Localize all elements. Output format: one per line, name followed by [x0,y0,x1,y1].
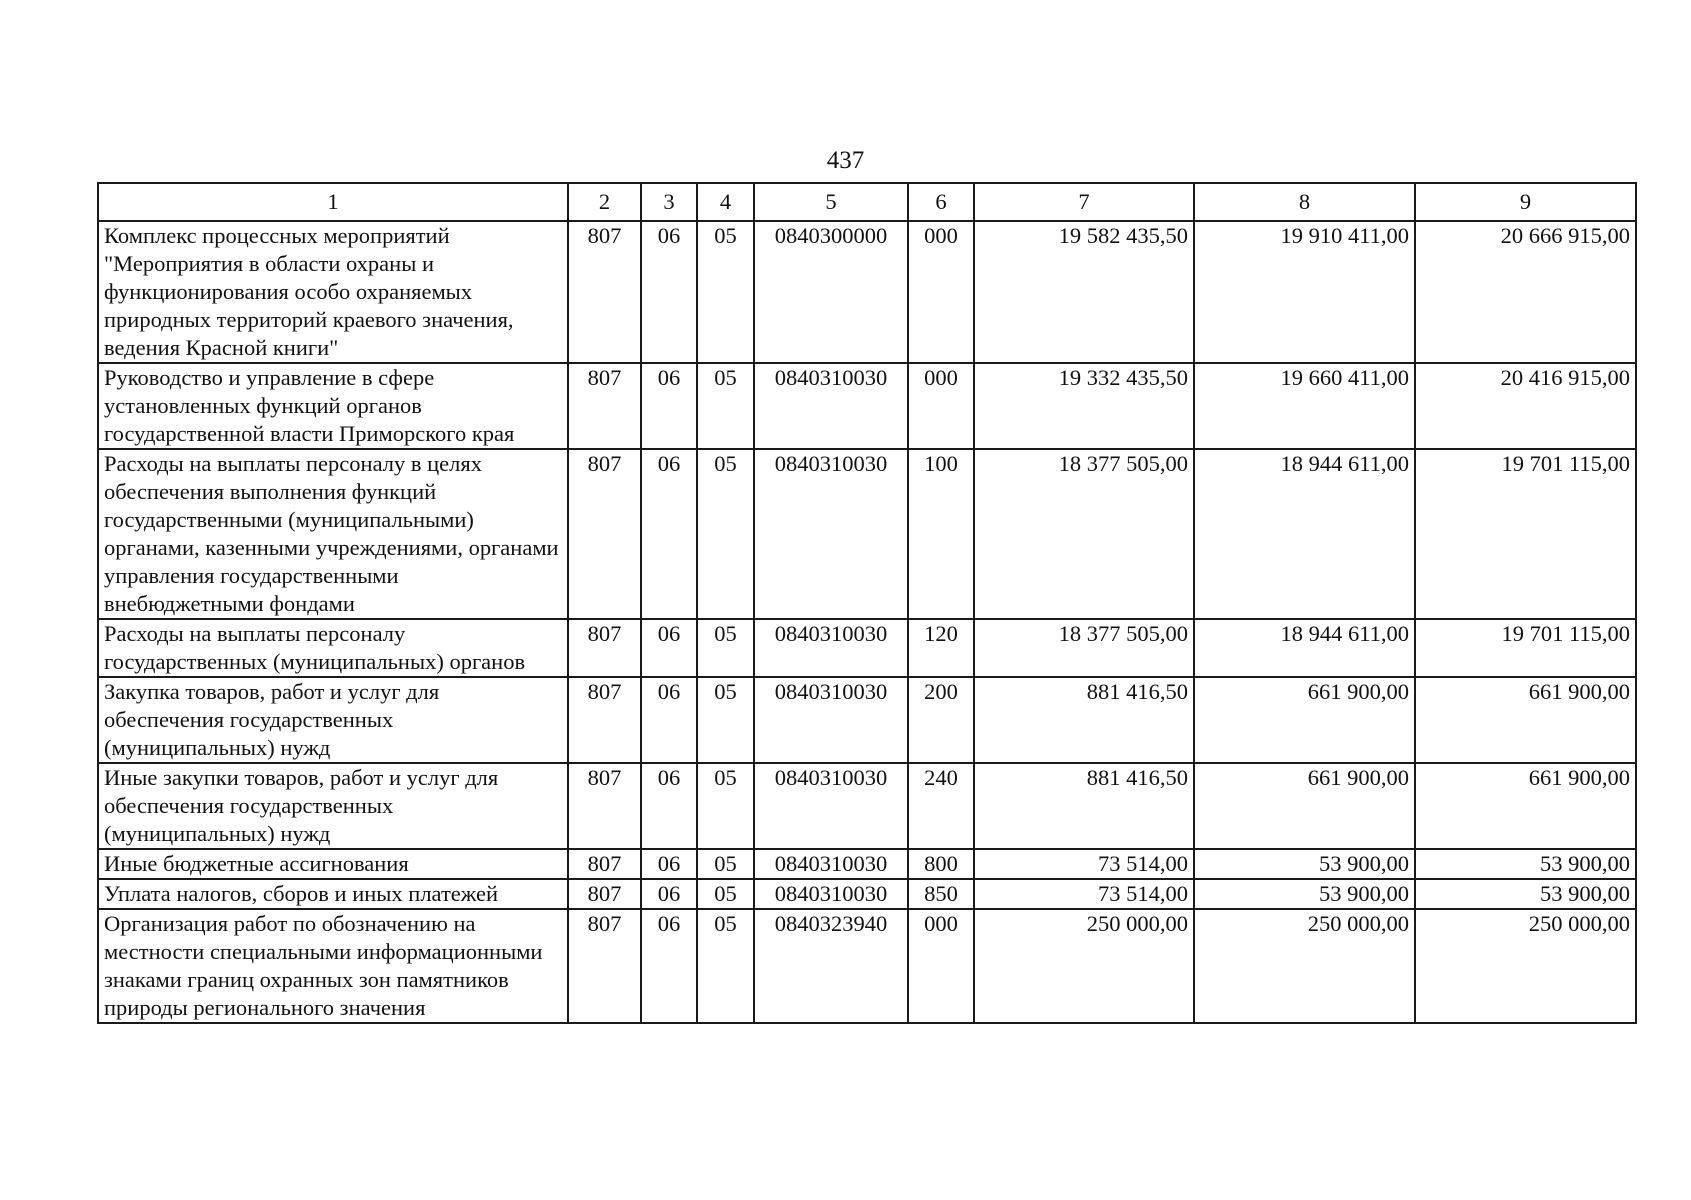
table-row [98,909,1636,1023]
row-rz-code: 06 [641,619,697,677]
row-vr-code: 850 [908,879,974,909]
table-row [98,849,1636,879]
row-pr-code: 05 [697,619,754,677]
header-cell: 4 [697,183,754,221]
row-name: Расходы на выплаты персоналу в целях обеспечения выполнения функций государственными (муниципальными) органами, казенными учреждениями, органами управления государственными внебюджетными фондами [98,449,568,619]
row-name: Иные закупки товаров, работ и услуг для обеспечения государственных (муниципальных) нужд [98,763,568,849]
table-row [98,221,1636,363]
row-name: Организация работ по обозначению на местности специальными информационными знаками границ охранных зон памятников природы регионального значения [98,909,568,1023]
header-cell: 3 [641,183,697,221]
row-name: Иные бюджетные ассигнования [98,849,568,879]
row-name: Расходы на выплаты персоналу государственных (муниципальных) органов [98,619,568,677]
row-amount-year1: 73 514,00 [974,879,1194,909]
table-row [98,763,1636,849]
row-csr-code: 0840310030 [754,677,908,763]
row-amount-year3: 20 416 915,00 [1415,363,1636,449]
header-cell: 8 [1194,183,1415,221]
row-vr-code: 120 [908,619,974,677]
table-row [98,449,1636,619]
row-amount-year3: 661 900,00 [1415,677,1636,763]
row-pr-code: 05 [697,763,754,849]
table-row [98,677,1636,763]
row-amount-year1: 19 332 435,50 [974,363,1194,449]
row-gr-code: 807 [568,909,641,1023]
row-amount-year3: 20 666 915,00 [1415,221,1636,363]
row-name: Уплата налогов, сборов и иных платежей [98,879,568,909]
row-vr-code: 200 [908,677,974,763]
row-amount-year2: 19 910 411,00 [1194,221,1415,363]
row-gr-code: 807 [568,363,641,449]
row-rz-code: 06 [641,221,697,363]
row-csr-code: 0840300000 [754,221,908,363]
row-rz-code: 06 [641,763,697,849]
row-csr-code: 0840310030 [754,849,908,879]
row-amount-year2: 53 900,00 [1194,879,1415,909]
row-pr-code: 05 [697,909,754,1023]
budget-table [97,182,1637,1024]
row-gr-code: 807 [568,677,641,763]
header-cell: 2 [568,183,641,221]
row-amount-year1: 18 377 505,00 [974,449,1194,619]
row-csr-code: 0840310030 [754,619,908,677]
row-vr-code: 800 [908,849,974,879]
row-vr-code: 100 [908,449,974,619]
row-name: Комплекс процессных мероприятий "Мероприятия в области охраны и функционирования особо охраняемых природных территорий краевого значения, ведения Красной книги" [98,221,568,363]
row-csr-code: 0840310030 [754,363,908,449]
header-row [98,183,1636,221]
row-csr-code: 0840323940 [754,909,908,1023]
row-gr-code: 807 [568,879,641,909]
row-vr-code: 240 [908,763,974,849]
row-amount-year3: 53 900,00 [1415,849,1636,879]
row-pr-code: 05 [697,221,754,363]
row-pr-code: 05 [697,849,754,879]
row-name: Руководство и управление в сфере установленных функций органов государственной власти Приморского края [98,363,568,449]
row-amount-year2: 18 944 611,00 [1194,619,1415,677]
row-csr-code: 0840310030 [754,449,908,619]
row-gr-code: 807 [568,849,641,879]
header-cell: 6 [908,183,974,221]
page-number: 437 [826,147,865,174]
row-amount-year2: 18 944 611,00 [1194,449,1415,619]
row-rz-code: 06 [641,449,697,619]
row-amount-year3: 19 701 115,00 [1415,449,1636,619]
row-amount-year2: 19 660 411,00 [1194,363,1415,449]
header-cell: 9 [1415,183,1636,221]
row-amount-year3: 19 701 115,00 [1415,619,1636,677]
row-name: Закупка товаров, работ и услуг для обеспечения государственных (муниципальных) нужд [98,677,568,763]
row-rz-code: 06 [641,879,697,909]
row-pr-code: 05 [697,677,754,763]
row-amount-year3: 53 900,00 [1415,879,1636,909]
row-amount-year1: 881 416,50 [974,677,1194,763]
row-gr-code: 807 [568,221,641,363]
row-amount-year3: 661 900,00 [1415,763,1636,849]
row-rz-code: 06 [641,363,697,449]
row-amount-year1: 73 514,00 [974,849,1194,879]
header-cell: 5 [754,183,908,221]
row-amount-year2: 661 900,00 [1194,677,1415,763]
row-vr-code: 000 [908,221,974,363]
row-amount-year1: 19 582 435,50 [974,221,1194,363]
table-row [98,619,1636,677]
row-amount-year1: 18 377 505,00 [974,619,1194,677]
row-rz-code: 06 [641,677,697,763]
row-gr-code: 807 [568,449,641,619]
header-cell: 7 [974,183,1194,221]
row-rz-code: 06 [641,909,697,1023]
row-vr-code: 000 [908,909,974,1023]
row-amount-year2: 661 900,00 [1194,763,1415,849]
header-cell: 1 [98,183,568,221]
row-pr-code: 05 [697,879,754,909]
row-rz-code: 06 [641,849,697,879]
row-amount-year1: 881 416,50 [974,763,1194,849]
row-csr-code: 0840310030 [754,879,908,909]
row-amount-year2: 250 000,00 [1194,909,1415,1023]
row-pr-code: 05 [697,449,754,619]
table-row [98,879,1636,909]
row-amount-year2: 53 900,00 [1194,849,1415,879]
row-pr-code: 05 [697,363,754,449]
row-vr-code: 000 [908,363,974,449]
row-gr-code: 807 [568,619,641,677]
row-csr-code: 0840310030 [754,763,908,849]
row-amount-year1: 250 000,00 [974,909,1194,1023]
row-gr-code: 807 [568,763,641,849]
table-row [98,363,1636,449]
row-amount-year3: 250 000,00 [1415,909,1636,1023]
